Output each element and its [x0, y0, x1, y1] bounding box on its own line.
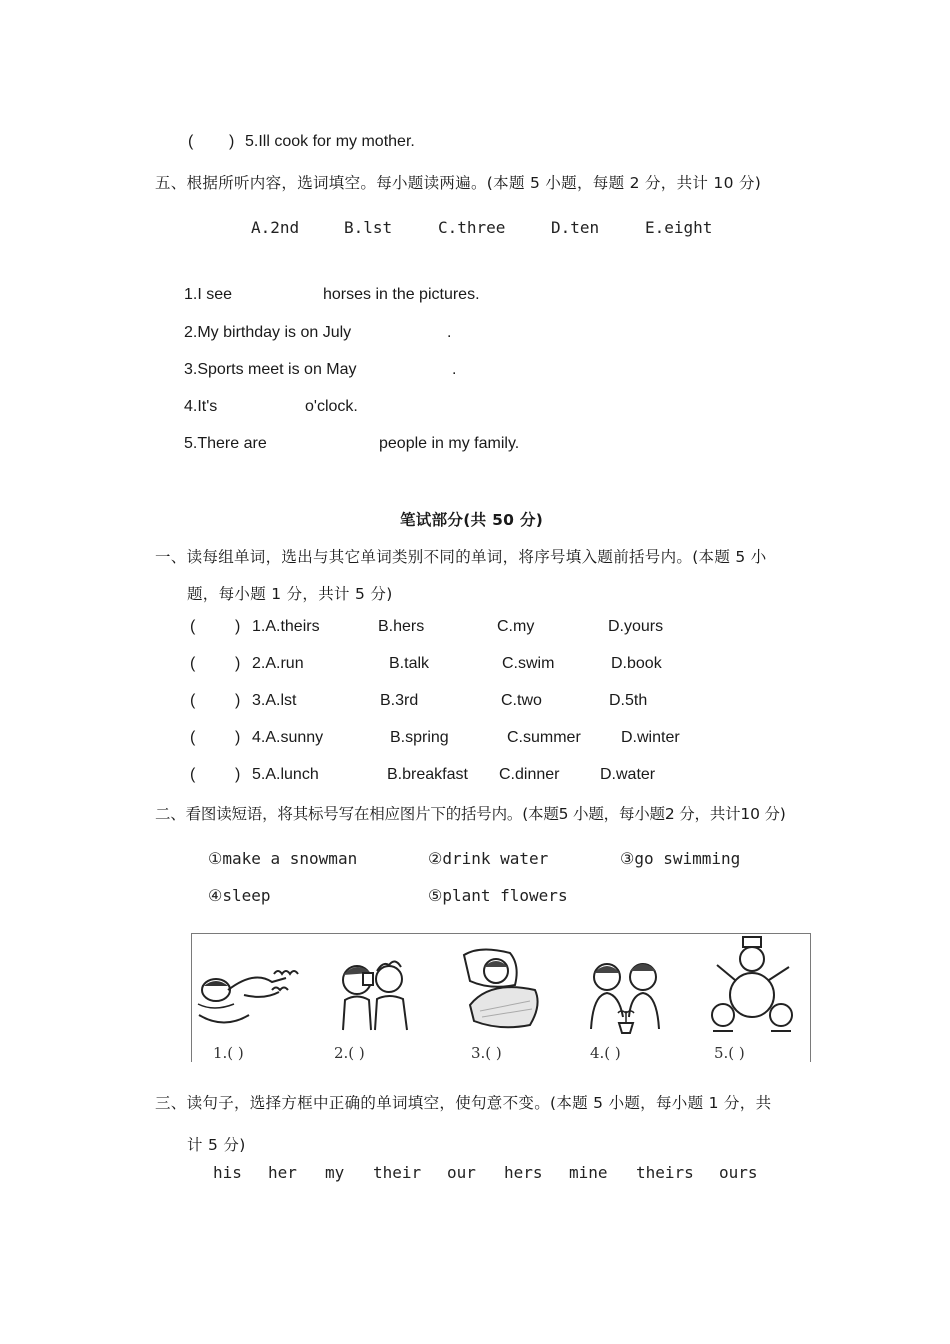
section5-option: A.2nd — [251, 218, 300, 237]
phrase-option: ⑤plant flowers — [428, 886, 568, 905]
planting-picture — [585, 955, 675, 1035]
listening-q5-text: 5.Ill cook for my mother. — [245, 133, 415, 150]
answer-paren-open: ( — [190, 729, 196, 746]
swimming-picture — [194, 960, 304, 1030]
option-b: B.spring — [390, 729, 449, 746]
word-choice: ours — [719, 1163, 758, 1182]
part1-heading-line1: 一、读每组单词，选出与其它单词类别不同的单词，将序号填入题前括号内。(本题 5 小 — [155, 548, 767, 566]
option-b: B.breakfast — [387, 766, 468, 783]
answer-paren-open: ( — [190, 766, 196, 783]
option-a: 3.A.lst — [252, 692, 297, 709]
word-choice: his — [213, 1163, 242, 1182]
option-d: D.yours — [608, 618, 664, 635]
phrase-option: ③go swimming — [620, 849, 741, 868]
word-choice: theirs — [636, 1163, 694, 1182]
answer-paren-open: ( — [190, 692, 196, 709]
section5-heading: 五、根据所听内容，选词填空。每小题读两遍。(本题 5 小题，每题 2 分，共计 10 分) — [155, 174, 762, 192]
answer-paren-close: ) — [235, 655, 241, 672]
answer-paren-close: ) — [235, 618, 241, 635]
section5-option: D.ten — [551, 218, 600, 237]
fill-item-after: people in my family. — [379, 435, 520, 452]
option-b: B.talk — [389, 655, 430, 672]
answer-paren-open: ( — [190, 655, 196, 672]
word-choice: their — [373, 1163, 422, 1182]
picture-caption: 1.( ) — [213, 1044, 244, 1062]
fill-item-after: horses in the pictures. — [323, 286, 480, 303]
sleeping-picture — [460, 945, 545, 1035]
answer-paren-close: ) — [235, 766, 241, 783]
answer-paren-close: ) — [235, 692, 241, 709]
option-d: D.book — [611, 655, 662, 672]
answer-paren-open: ( — [188, 133, 194, 150]
fill-item-after: . — [452, 361, 457, 378]
option-d: D.winter — [621, 729, 680, 746]
option-d: D.5th — [609, 692, 648, 709]
option-a: 5.A.lunch — [252, 766, 319, 783]
answer-paren-close: ) — [235, 729, 241, 746]
word-choice: hers — [504, 1163, 543, 1182]
picture-caption: 5.( ) — [714, 1044, 745, 1062]
word-choice: her — [268, 1163, 297, 1182]
option-a: 2.A.run — [252, 655, 304, 672]
fill-item-before: 2.My birthday is on July — [184, 324, 352, 341]
option-c: C.summer — [507, 729, 581, 746]
option-c: C.two — [501, 692, 542, 709]
fill-item-before: 4.It's — [184, 398, 218, 415]
fill-item-after: . — [447, 324, 452, 341]
answer-paren-open: ( — [190, 618, 196, 635]
fill-item-before: 5.There are — [184, 435, 267, 452]
drinking-picture — [327, 955, 417, 1035]
answer-paren-close: ) — [229, 133, 235, 150]
fill-item-before: 3.Sports meet is on May — [184, 361, 357, 378]
option-d: D.water — [600, 766, 656, 783]
snowman-picture — [705, 935, 800, 1035]
part3-heading-line1: 三、读句子，选择方框中正确的单词填空，使句意不变。(本题 5 小题，每小题 1 分，共 — [155, 1094, 772, 1112]
option-c: C.swim — [502, 655, 555, 672]
picture-caption: 2.( ) — [334, 1044, 365, 1062]
option-a: 1.A.theirs — [252, 618, 320, 635]
option-b: B.hers — [378, 618, 425, 635]
fill-item-before: 1.I see — [184, 286, 233, 303]
part2-heading: 二、看图读短语，将其标号写在相应图片下的括号内。(本题5 小题，每小题2 分，共计10 分) — [155, 805, 786, 823]
word-choice: mine — [569, 1163, 608, 1182]
picture-caption: 4.( ) — [590, 1044, 621, 1062]
option-c: C.my — [497, 618, 535, 635]
section5-option: C.three — [438, 218, 506, 237]
part3-heading-line2: 计 5 分) — [187, 1136, 246, 1154]
section5-option: E.eight — [645, 218, 713, 237]
phrase-option: ①make a snowman — [208, 849, 358, 868]
option-a: 4.A.sunny — [252, 729, 324, 746]
fill-item-after: o'clock. — [305, 398, 358, 415]
word-choice: our — [447, 1163, 476, 1182]
option-b: B.3rd — [380, 692, 419, 709]
picture-caption: 3.( ) — [471, 1044, 502, 1062]
phrase-option: ④sleep — [208, 886, 271, 905]
word-choice: my — [325, 1163, 345, 1182]
option-c: C.dinner — [499, 766, 560, 783]
section5-option: B.lst — [344, 218, 393, 237]
written-section-title: 笔试部分(共 50 分) — [400, 511, 544, 529]
part1-heading-line2: 题，每小题 1 分，共计 5 分) — [187, 585, 393, 603]
phrase-option: ②drink water — [428, 849, 549, 868]
